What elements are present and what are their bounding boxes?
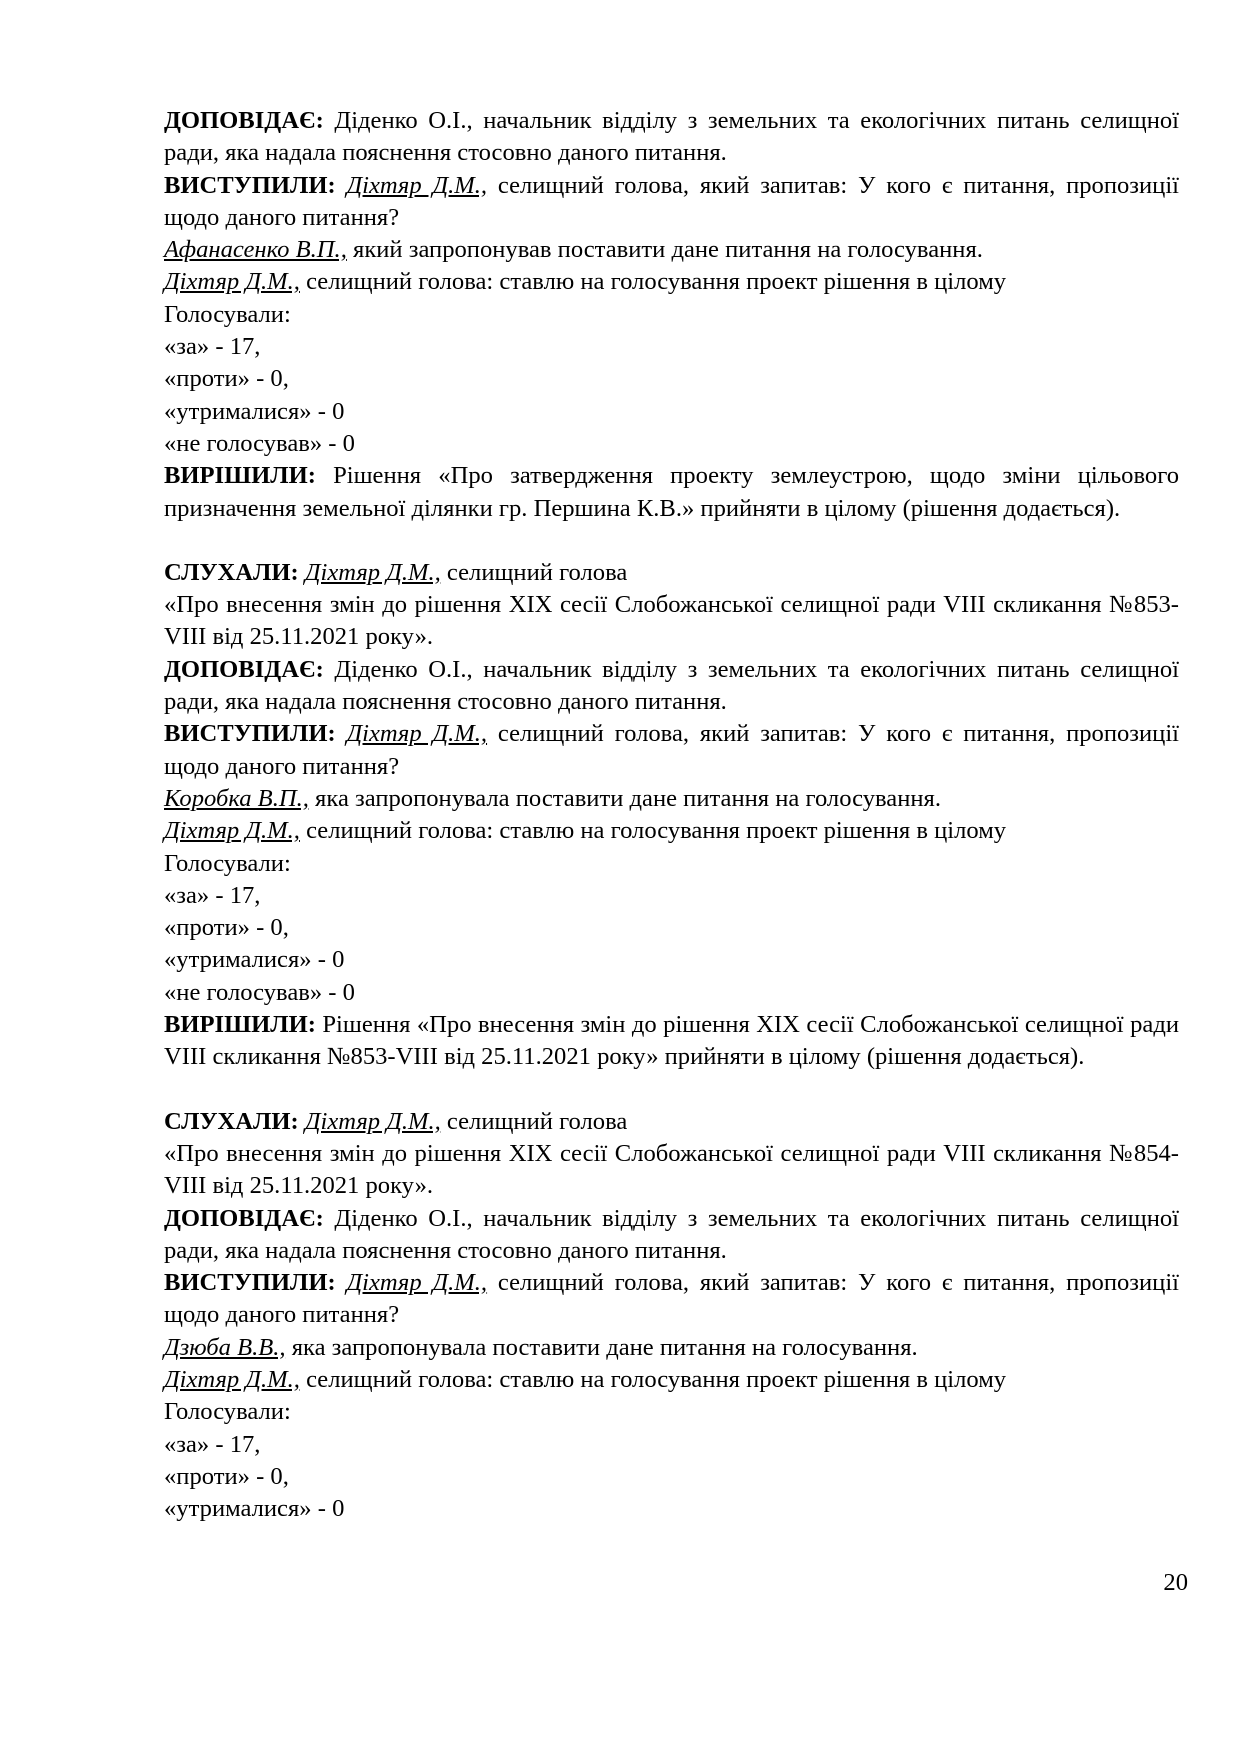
paragraph-text: «утрималися» - 0: [164, 397, 345, 425]
protocol-text: [164, 105, 1179, 1525]
paragraph: [164, 105, 1179, 170]
paragraph-text: «Про внесення змін до рішення XIX сесії Слобожанської селищної ради VIII скликання №854-VIII від 25.11.2021 року».: [164, 1139, 1179, 1200]
paragraph: [164, 396, 1179, 428]
paragraph: [164, 815, 1179, 847]
paragraph: [164, 977, 1179, 1009]
speaker-name: Діхтяр Д.М.,: [304, 558, 441, 586]
paragraph: [164, 1203, 1179, 1268]
section-label: СЛУХАЛИ:: [164, 558, 299, 586]
paragraph: [164, 428, 1179, 460]
section-label: ДОПОВІДАЄ:: [164, 1204, 324, 1232]
paragraph-text: «Про внесення змін до рішення XIX сесії Слобожанської селищної ради VIII скликання №853-VIII від 25.11.2021 року».: [164, 591, 1179, 651]
section-label: СЛУХАЛИ:: [164, 1107, 299, 1135]
paragraph: [164, 234, 1179, 266]
paragraph: [164, 1138, 1179, 1203]
section-label: ВИРІШИЛИ:: [164, 1011, 316, 1039]
paragraph-text: Діденко О.І., начальник відділу з земельних та екологічних питань селищної ради, яка надала пояснення стосовно даного питання.: [164, 107, 1179, 167]
paragraph-text: «не голосував» - 0: [164, 978, 355, 1006]
paragraph: [164, 1332, 1179, 1364]
paragraph-text: «за» - 17,: [164, 1430, 261, 1458]
paragraph-text: Рішення «Про внесення змін до рішення XIX сесії Слобожанської селищної ради VIII скликання №853-VIII від 25.11.2021 року» прийняти в цілому (рішення додається).: [164, 1011, 1179, 1071]
paragraph: [164, 170, 1179, 235]
paragraph-text: «за» - 17,: [164, 881, 261, 909]
paragraph: [164, 1267, 1179, 1332]
paragraph-text: Голосували:: [164, 849, 291, 877]
paragraph: [164, 912, 1179, 944]
paragraph-text: Рішення «Про затвердження проекту землеустрою, щодо зміни цільового призначення земельної ділянки гр. Першина К.В.» прийняти в цілому (рішення додається).: [164, 462, 1179, 522]
paragraph-text: селищний голова: [440, 1107, 628, 1135]
paragraph: [164, 654, 1179, 719]
speaker-name: Діхтяр Д.М.,: [346, 720, 488, 748]
paragraph-text: селищний голова, який запитав: У кого є питання, пропозиції щодо даного питання?: [164, 171, 1179, 231]
paragraph-text: яка запропонувала поставити дане питання на голосування.: [285, 1333, 918, 1361]
speaker-name: Коробка В.П.,: [164, 784, 309, 812]
paragraph: [164, 331, 1179, 363]
paragraph: [164, 557, 1179, 589]
paragraph: [164, 1106, 1179, 1138]
paragraph: [164, 944, 1179, 976]
paragraph: [164, 266, 1179, 298]
paragraph-text: селищний голова, який запитав: У кого є питання, пропозиції щодо даного питання?: [164, 1269, 1179, 1329]
paragraph-text: Голосували:: [164, 1398, 291, 1426]
paragraph-text: Діденко О.І., начальник відділу з земельних та екологічних питань селищної ради, яка надала пояснення стосовно даного питання.: [164, 1204, 1179, 1264]
paragraph: [164, 783, 1179, 815]
section-label: ВИСТУПИЛИ:: [164, 171, 336, 199]
paragraph: [164, 363, 1179, 395]
paragraph-text: «утрималися» - 0: [164, 1495, 345, 1523]
paragraph-text: Діденко О.І., начальник відділу з земельних та екологічних питань селищної ради, яка надала пояснення стосовно даного питання.: [164, 655, 1179, 716]
paragraph: [164, 1364, 1179, 1396]
paragraph-text: селищний голова: ставлю на голосування проект рішення в цілому: [299, 1365, 1007, 1393]
paragraph-text: Голосували:: [164, 300, 291, 328]
paragraph-text: селищний голова: ставлю на голосування проект рішення в цілому: [299, 268, 1007, 296]
speaker-name: Афанасенко В.П.,: [164, 236, 347, 264]
paragraph-text: який запропонував поставити дане питання на голосування.: [346, 236, 983, 264]
paragraph-spacer: [164, 525, 1179, 557]
paragraph-text: селищний голова: ставлю на голосування проект рішення в цілому: [299, 817, 1007, 845]
speaker-name: Діхтяр Д.М.,: [164, 817, 300, 845]
paragraph: [164, 460, 1179, 525]
paragraph: [164, 1396, 1179, 1428]
paragraph: [164, 1009, 1179, 1074]
speaker-name: Діхтяр Д.М.,: [164, 1365, 300, 1393]
paragraph: [164, 718, 1179, 783]
section-label: ДОПОВІДАЄ:: [164, 107, 324, 134]
paragraph-spacer: [164, 1074, 1179, 1106]
speaker-name: Діхтяр Д.М.,: [164, 268, 300, 296]
paragraph: [164, 848, 1179, 880]
paragraph-text: «утрималися» - 0: [164, 946, 345, 974]
paragraph: [164, 1429, 1179, 1461]
page-number: 20: [1163, 1569, 1188, 1596]
paragraph: [164, 1461, 1179, 1493]
section-label: ВИСТУПИЛИ:: [164, 1269, 336, 1297]
paragraph: [164, 299, 1179, 331]
section-label: ВИРІШИЛИ:: [164, 462, 316, 490]
paragraph-text: селищний голова: [440, 558, 628, 586]
paragraph: [164, 880, 1179, 912]
speaker-name: Дзюба В.В.,: [164, 1333, 286, 1361]
section-label: ВИСТУПИЛИ:: [164, 720, 336, 748]
speaker-name: Діхтяр Д.М.,: [304, 1107, 441, 1135]
paragraph: [164, 1493, 1179, 1525]
paragraph-text: селищний голова, який запитав: У кого є питання, пропозиції щодо даного питання?: [164, 720, 1179, 780]
speaker-name: Діхтяр Д.М.,: [346, 1269, 488, 1297]
paragraph-text: «проти» - 0,: [164, 914, 289, 942]
paragraph-text: «не голосував» - 0: [164, 429, 355, 457]
paragraph-text: «за» - 17,: [164, 333, 261, 361]
speaker-name: Діхтяр Д.М.,: [346, 171, 488, 199]
paragraph-text: яка запропонувала поставити дане питання на голосування.: [308, 784, 941, 812]
paragraph-text: «проти» - 0,: [164, 1462, 289, 1490]
section-label: ДОПОВІДАЄ:: [164, 655, 324, 683]
paragraph: [164, 589, 1179, 654]
paragraph-text: «проти» - 0,: [164, 365, 289, 393]
